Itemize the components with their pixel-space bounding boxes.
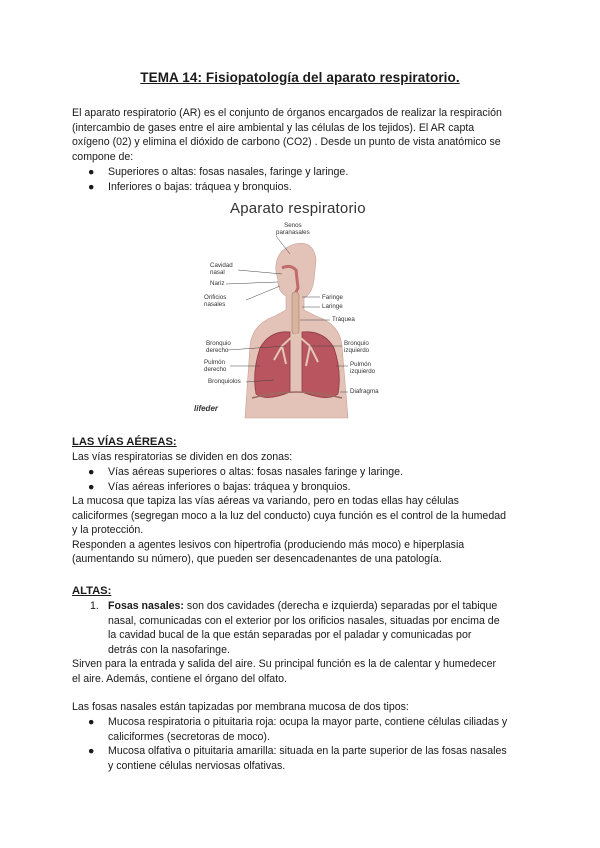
label-bronquiolos: Bronquiolos [208, 378, 241, 385]
bullet-icon: ● [88, 166, 95, 178]
label-pulmon-izquierdo: Pulmón izquierdo [350, 361, 376, 375]
label-nariz: Nariz [210, 280, 225, 287]
vias-bullet-list [72, 465, 532, 494]
label-diafragma: Diafragma [350, 388, 379, 395]
intro-line: oxígeno (02) y elimina el dióxido de carbono (CO2) . Desde un punto de vista anatómico se [72, 136, 501, 149]
list-item: ● Mucosa respiratoria o pituitaria roja: ocupa la mayor parte, contiene células ciliadas y caliciformes (secretoras de moco). [88, 716, 508, 743]
list-item: ● Vías aéreas inferiores o bajas: tráquea y bronquios. [88, 480, 351, 493]
label-bronquio-izquierdo: Bronquio izquierdo [344, 340, 370, 354]
page-title: TEMA 14: Fisiopatología del aparato respiratorio. [140, 70, 460, 85]
label-bronquio-derecho: Bronquio derecho [206, 340, 231, 354]
vias-paragraph-mucosa: La mucosa que tapiza las vías aéreas va variando, pero en todas ellas hay células caliciformes (segregan moco a la luz del conducto) cuya función es el control de la humedad y la protección. Responden a agentes lesivos con hipertrofia (produciendo más moco) e hiperplasia (aumentando su número), que pueden ser desencadenantes de una patología. [72, 495, 506, 566]
list-number: 1. [90, 600, 99, 612]
label-laringe: Laringe [322, 303, 343, 310]
respiratory-diagram [190, 196, 410, 420]
bullet-icon: ● [88, 745, 95, 758]
bullet-icon: ● [88, 480, 95, 493]
list-item: ● Vías aéreas superiores o altas: fosas nasales faringe y laringe. [88, 466, 404, 478]
intro-paragraph [72, 106, 532, 164]
label-cavidad-nasal: Cavidad nasal [210, 262, 233, 276]
list-item: ● Superiores o altas: fosas nasales, faringe y laringe. [88, 166, 349, 178]
intro-line: (intercambio de gases entre el aire ambiental y las células de los tejidos). El AR capta [72, 121, 475, 134]
list-item: ● Inferiores o bajas: tráquea y bronquios. [88, 180, 292, 193]
lifeder-logo: lifeder [194, 404, 219, 413]
altas-numbered-list [72, 599, 532, 657]
label-traquea: Tráquea [332, 316, 355, 323]
section-heading-altas: ALTAS: [72, 585, 112, 597]
bullet-icon: ● [88, 180, 95, 193]
label-senos-paranasales: Senos paranasales [276, 222, 310, 236]
section-heading-vias: LAS VÍAS AÉREAS: [72, 436, 177, 448]
bullet-icon: ● [88, 716, 95, 728]
altas-paragraph-function: Sirven para la entrada y salida del aire. Su principal función es la de calentar y humedecer el aire. Además, contiene el órgano del olfato. [72, 658, 496, 685]
list-item: 1. Fosas nasales: son dos cavidades (derecha e izquierda) separadas por el tabique nasal, comunicadas con el exterior por los orificios nasales, situadas por encima de la cavidad bucal de la que están separadas por el paladar y comunicadas por detrás con la nasofaringe. [90, 600, 500, 656]
bullet-icon: ● [88, 466, 95, 478]
label-pulmon-derecho: Pulmón derecho [204, 359, 227, 373]
intro-line: compone de: [72, 150, 134, 163]
list-item: ● Mucosa olfativa o pituitaria amarilla: situada en la parte superior de las fosas nasales y contiene células nerviosas olfativas. [88, 745, 507, 772]
intro-bullet-list [72, 165, 532, 194]
mucosa-bullet-list [72, 715, 532, 773]
altas-paragraph-mucosa: Las fosas nasales están tapizadas por membrana mucosa de dos tipos: [72, 701, 409, 713]
term-fosas-nasales: Fosas nasales: [108, 600, 184, 612]
intro-line: El aparato respiratorio (AR) es el conjunto de órganos encargados de realizar la respiración [72, 107, 502, 119]
label-faringe: Faringe [322, 294, 343, 301]
vias-intro: Las vías respiratorias se dividen en dos zonas: [72, 451, 293, 463]
diagram-title: Aparato respiratorio [230, 200, 366, 217]
label-orificios-nasales: Orificios nasales [204, 294, 227, 308]
